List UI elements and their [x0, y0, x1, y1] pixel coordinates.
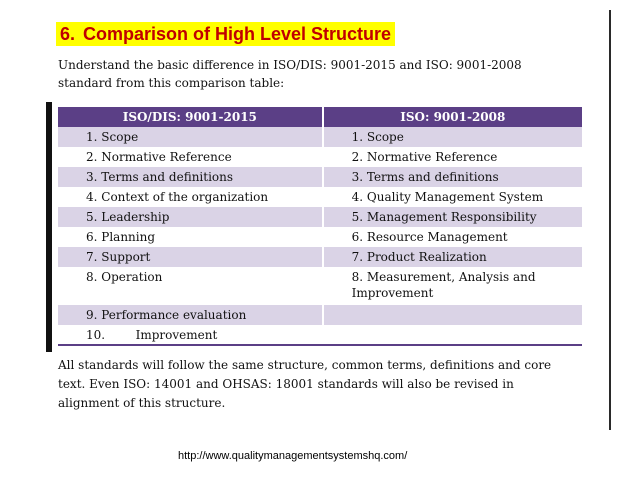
- table-row: [58, 325, 582, 345]
- section-number: 6.: [60, 24, 76, 44]
- measurement-line-2: Improvement: [351, 286, 434, 300]
- cell-2015: 9. Performance evaluation: [58, 305, 323, 325]
- table-row: [58, 187, 582, 207]
- footer-url-link[interactable]: http://www.qualitymanagementsystemshq.com/: [178, 450, 408, 462]
- table-side-bar: [46, 102, 52, 352]
- cell-2008: 1. Scope: [323, 127, 582, 147]
- comparison-table: [58, 107, 582, 346]
- cell-2015: 1. Scope: [58, 127, 323, 147]
- cell-2015: 3. Terms and definitions: [58, 167, 323, 187]
- table-row: [58, 267, 582, 305]
- cell-2008: 4. Quality Management System: [323, 187, 582, 207]
- cell-2008-empty: [323, 305, 582, 325]
- table-row: [58, 247, 582, 267]
- summary-paragraph: All standards will follow the same structure, common terms, definitions and core text. Even ISO: 14001 and OHSAS: 18001 standards will also be revised in alignment of this structure.: [58, 358, 552, 410]
- cell-2015: 2. Normative Reference: [58, 147, 323, 167]
- cell-2008-measurement: [323, 267, 582, 305]
- cell-2015: 5. Leadership: [58, 207, 323, 227]
- measurement-line-1: 8. Measurement, Analysis and: [351, 270, 536, 284]
- cell-2008-empty: [323, 325, 582, 345]
- cell-2008: 7. Product Realization: [323, 247, 582, 267]
- cell-2008: 2. Normative Reference: [323, 147, 582, 167]
- table-row: [58, 207, 582, 227]
- section-title: [56, 22, 395, 46]
- table-row: [58, 147, 582, 167]
- header-iso-2015: ISO/DIS: 9001-2015: [58, 107, 323, 127]
- intro-paragraph: Understand the basic difference in ISO/DIS: 9001-2015 and ISO: 9001-2008 standard from this comparison table:: [58, 58, 522, 90]
- table-row: [58, 227, 582, 247]
- cell-2015: 6. Planning: [58, 227, 323, 247]
- table-header-row: [58, 107, 582, 127]
- page-edge-line: [609, 10, 611, 430]
- table-row: [58, 305, 582, 325]
- cell-2008: 5. Management Responsibility: [323, 207, 582, 227]
- table-row: [58, 127, 582, 147]
- table-row: [58, 167, 582, 187]
- cell-2015: 4. Context of the organization: [58, 187, 323, 207]
- cell-2015: 10. Improvement: [58, 325, 323, 345]
- cell-2008: 6. Resource Management: [323, 227, 582, 247]
- cell-2008: 3. Terms and definitions: [323, 167, 582, 187]
- section-title-text: Comparison of High Level Structure: [83, 24, 392, 44]
- cell-2015: 8. Operation: [58, 267, 323, 305]
- header-iso-2008: ISO: 9001-2008: [323, 107, 582, 127]
- cell-2015: 7. Support: [58, 247, 323, 267]
